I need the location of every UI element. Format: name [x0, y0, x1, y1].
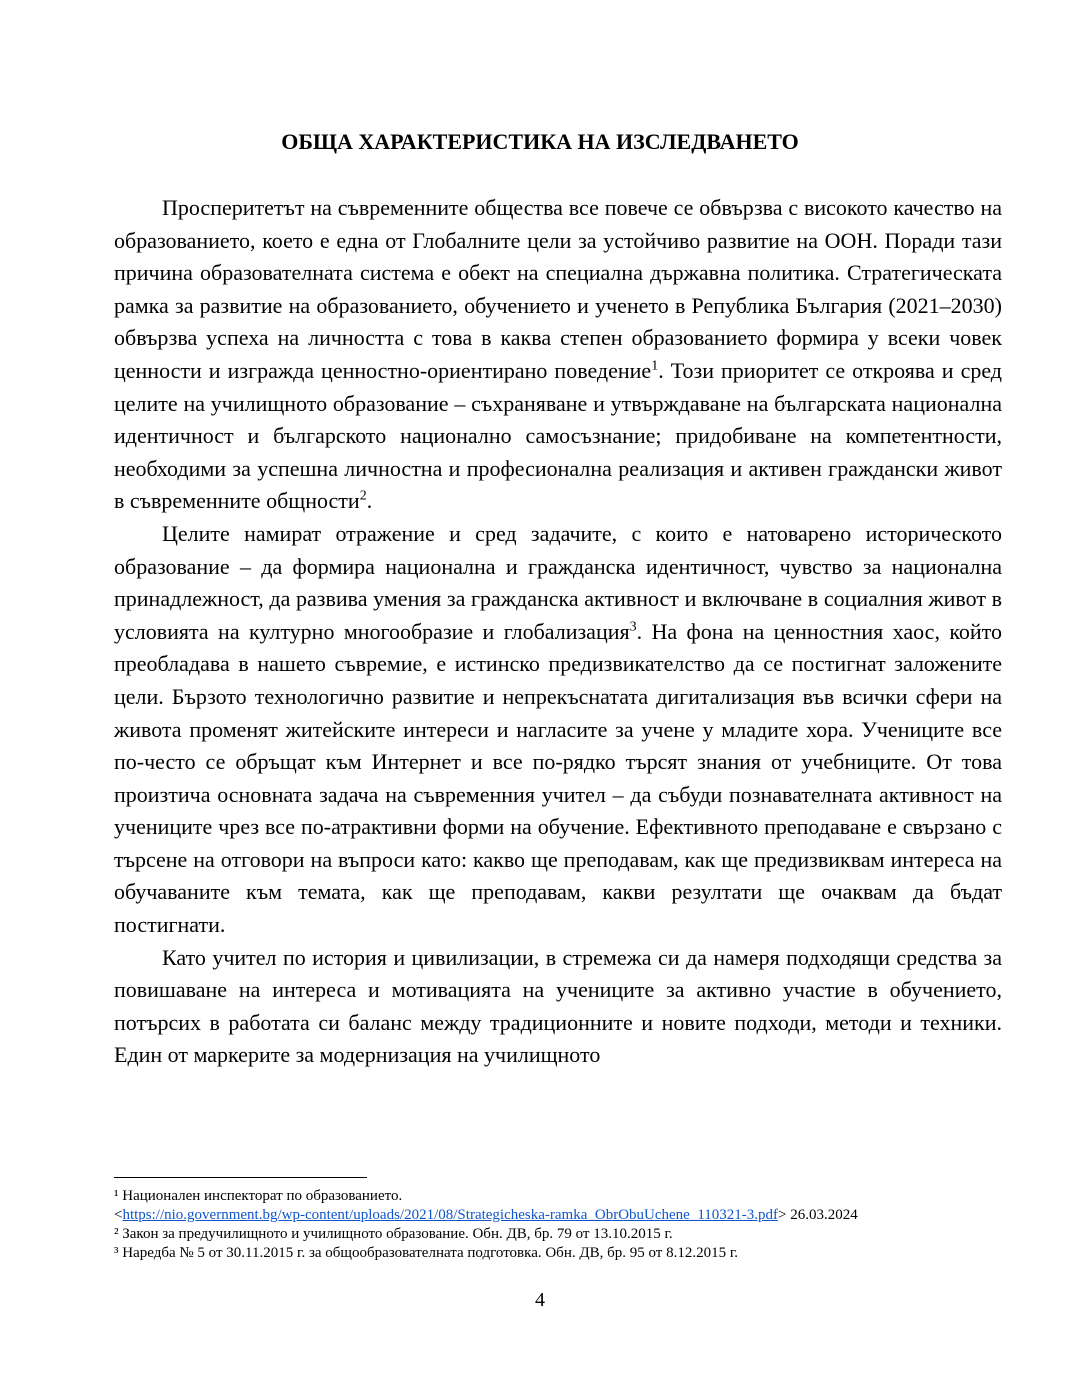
- paragraph-1-text-a: Просперитетът на съвременните общества все повече се обвързва с високото качество на образованието, което е една от Глобалните цели за устойчиво развитие на ООН. Поради тази причина образователната система е обект на специална държавна политика. Стратегическата рамка за развитие на образованието, обучението и ученето в Република България (2021–2030) обвързва успеха на личността с това в каква степен образованието формира у всеки човек ценности и изгражда ценностно-ориентирано поведение: [114, 195, 1002, 383]
- footnote-2-text: Закон за предучилищното и училищното образование. Обн. ДВ, бр. 79 от 13.10.2015 г.: [118, 1226, 673, 1242]
- footnote-3: [114, 1244, 1002, 1263]
- paragraph-3-text: Като учител по история и цивилизации, в стремежа си да намеря подходящи средства за повишаване на интереса и мотивацията на учениците за активно участие в обучението, потърсих в работата си баланс между традиционните и новите подходи, методи и техники. Един от маркерите за модернизация на училищното: [114, 944, 1002, 1068]
- main-text: [114, 192, 1002, 1072]
- footnote-separator: [114, 1177, 367, 1178]
- footnote-1-line-2: [114, 1206, 1002, 1225]
- footnote-2-mark: ²: [114, 1226, 119, 1242]
- paragraph-1-text-c: .: [366, 488, 373, 514]
- paragraph-1-text-b: . Този приоритет се откроява и сред целите на училищното образование – съхраняване и утвърждаване на българската национална идентичност и българското национално самосъзнание; придобиване на компетентности, необходими за успешна личностна и професионална реализация и активен граждански живот в съвременните общности: [114, 357, 1003, 514]
- footnotes: [114, 1187, 1002, 1263]
- paragraph-1: [114, 192, 1002, 518]
- footnote-ref-2: 2: [359, 489, 367, 505]
- footnote-3-mark: ³: [114, 1245, 119, 1261]
- footnote-1-link-close: > 26.03.2024: [778, 1207, 858, 1223]
- page-title: ОБЩА ХАРАКТЕРИСТИКА НА ИЗСЛЕДВАНЕТО: [281, 129, 799, 154]
- footnote-2: [114, 1225, 1002, 1244]
- page-number: 4: [535, 1289, 545, 1311]
- footnote-1-line-1: [114, 1187, 1002, 1206]
- footnote-1: [114, 1187, 1002, 1225]
- paragraph-2-text-a: Целите намират отражение и сред задачите, с които е натоварено историческото образование – да формира национална и гражданска идентичност, чувство за национална принадлежност, да развива умения за гражданска активност и включване в социалния живот в условията на културно многообразие и глобализация: [114, 520, 1002, 644]
- paragraph-3: [114, 942, 1002, 1072]
- footnote-ref-3: 3: [629, 619, 637, 635]
- footnote-1-mark: ¹: [114, 1188, 119, 1204]
- footnote-ref-1: 1: [651, 358, 659, 374]
- footnote-1-link-open: <: [114, 1207, 123, 1223]
- footnote-1-link[interactable]: https://nio.government.bg/wp-content/uploads/2021/08/Strategicheska-ramka_ObrObuUchene_110321-3.pdf: [122, 1207, 779, 1223]
- paragraph-2-text-b: . На фона на ценностния хаос, който преобладава в нашето съвремие, е истинско предизвикателство да се постигнат заложените цели. Бързото технологично развитие и непрекъснатата дигитализация във всички сфери на живота променят житейските интереси и нагласите за учене у младите хора. Учениците все по-често се обръщат към Интернет и все по-рядко търсят знания от учебниците. От това произтича основната задача на съвременния учител – да събуди познавателната активност на учениците чрез все по-атрактивни форми на обучение. Ефективното преподаване е свързано с търсене на отговори на въпроси като: какво ще преподавам, как ще предизвиквам интереса на обучаваните към темата, как ще преподавам, какви резултати ще очаквам да бъдат постигнати.: [114, 618, 1002, 938]
- footnote-1-text: Национален инспекторат по образованието.: [118, 1188, 403, 1204]
- footnote-3-text: Наредба № 5 от 30.11.2015 г. за общообразователната подготовка. Обн. ДВ, бр. 95 от 8.12.2015 г.: [118, 1245, 739, 1261]
- paragraph-2: [114, 518, 1002, 942]
